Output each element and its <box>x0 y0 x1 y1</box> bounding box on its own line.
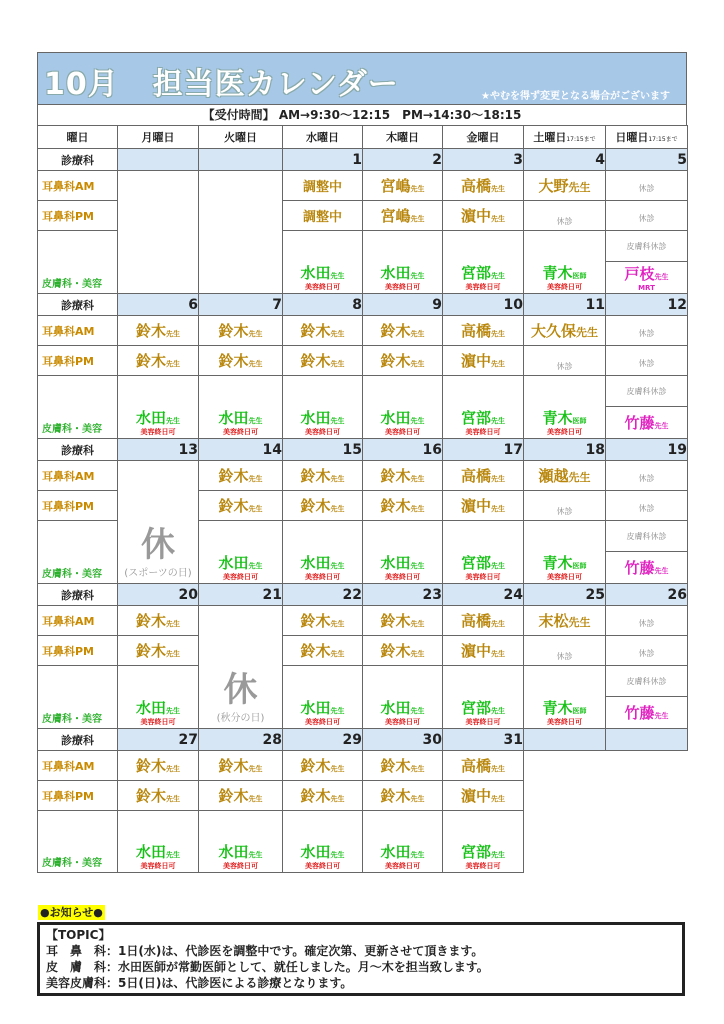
notice-label: ●お知らせ● <box>40 906 103 919</box>
weekday-mon: 月曜日 <box>118 126 199 149</box>
ent-pm-label: 耳鼻科PM <box>38 201 118 231</box>
weekday-wed: 水曜日 <box>283 126 363 149</box>
weekday-label: 曜日 <box>38 126 118 149</box>
topic-line-skin: 皮 膚 科：水田医師が常勤医師として、就任しました。月～木を担当致します。 <box>46 960 489 974</box>
date-cell: 3 <box>443 149 524 171</box>
schedule-cell: 休診 <box>606 171 688 201</box>
calendar-table: 曜日 月曜日 火曜日 水曜日 木曜日 金曜日 土曜日17:15まで 日曜日17:15まで 診療科 1 2 3 4 5 耳鼻科AM 調整中 宮嶋先生 高橋先生 大野先生 休診 耳鼻科PM 調整中 宮嶋先生 濵中先生 休診 休診 皮膚科・美容 水田先生 美容終日可 水田先生 美容終日可 宮部先生 美容終日可 青木医師 美容終日可 皮膚科休診 戸枝先生 MRT 診療科 6 7 8 9 10 11 12 耳鼻科AM 鈴木先生 鈴木先生 鈴木先生 鈴木先生 高橋先生 大久保先生 休診 耳鼻科PM 鈴木先生 鈴木先生 鈴木先生 鈴木先生 濵中先生 休診 休診 皮膚科・美容 水田先生 美容終日可 水田先生 美容終日可 水田先生 美容終日可 水田先生 美容終日可 宮部先生 美容終日可 青木医師 美容終日可 皮膚科休診 竹藤先生 診療科 13 14 15 16 17 18 19 耳鼻科AM 休 (スポーツの日) 鈴木先生 鈴木先生 鈴木先生 高橋先生 瀬越先生 休診 耳鼻科PM 鈴木先生 鈴木先生 鈴木先生 濵中先生 休診 休診 皮膚科・美容 水田先生 美容終日可 水田先生 美容終日可 水田先生 美容終日可 宮部先生 美容終日可 青木医師 美容終日可 皮膚科休診 竹藤先生 診療科 20 21 22 23 24 25 26 耳鼻科AM 鈴木先生 休 (秋分の日) 鈴木先生 鈴木先生 高橋先生 末松先生 休診 耳鼻科PM 鈴木先生 鈴木先生 鈴木先生 濵中先生 休診 休診 皮膚科・美容 水田先生 美容終日可 水田先生 美容終日可 水田先生 美容終日可 宮部先生 美容終日可 青木医師 美容終日可 皮膚科休診 竹藤先生 診療科 27 28 29 30 31 耳鼻科AM 鈴木先生 鈴木先生 鈴木先生 鈴木先生 高橋先生 耳鼻科PM 鈴木先生 鈴木先生 鈴木先生 鈴木先生 濵中先生 皮膚科・美容 水田先生 美容終日可 水田先生 美容終日可 水田先生 美容終日可 水田先生 美容終日可 宮部先生 美容終日可 <box>37 125 688 873</box>
weekday-sun: 日曜日17:15まで <box>606 126 688 149</box>
schedule-cell: 高橋先生 <box>443 171 524 201</box>
date-cell: 5 <box>606 149 688 171</box>
weekday-sat: 土曜日17:15まで <box>524 126 606 149</box>
title-bar <box>37 52 687 104</box>
reception-hours: 【受付時間】 AM→9:30～12:15 PM→14:30～18:15 <box>37 104 687 125</box>
calendar-page <box>37 52 687 873</box>
date-cell: 1 <box>283 149 363 171</box>
weekday-thu: 木曜日 <box>363 126 443 149</box>
ent-am-row <box>38 171 688 201</box>
date-row <box>38 149 688 171</box>
date-row: 診療科 6 7 8 9 10 11 12 <box>38 294 688 316</box>
schedule-cell: 調整中 <box>283 171 363 201</box>
weekday-tue: 火曜日 <box>199 126 283 149</box>
holiday-cell: 休 (秋分の日) <box>199 606 283 729</box>
date-cell: 4 <box>524 149 606 171</box>
dept-label: 診療科 <box>38 149 118 171</box>
schedule-cell: 大野先生 <box>524 171 606 201</box>
topic-line-beauty: 美容皮膚科：5日(日)は、代診医による診療となります。 <box>46 976 353 990</box>
topic-line-ent: 耳 鼻 科：1日(水)は、代診医を調整中です。確定次第、更新させて頂きます。 <box>46 944 484 958</box>
title-note: ★やむを得ず変更となる場合がございます <box>481 91 670 102</box>
topic-heading: 【TOPIC】 <box>46 928 111 942</box>
topic-box <box>37 922 685 996</box>
date-cell: 2 <box>363 149 443 171</box>
schedule-cell: 宮嶋先生 <box>363 171 443 201</box>
holiday-cell: 休 (スポーツの日) <box>118 461 199 584</box>
skin-label: 皮膚科・美容 <box>38 231 118 294</box>
ent-am-label: 耳鼻科AM <box>38 171 118 201</box>
page-title: 10月 担当医カレンダー <box>44 67 399 102</box>
skin-row: 皮膚科・美容 水田先生 美容終日可 水田先生 美容終日可 宮部先生 美容終日可 青木医師 美容終日可 皮膚科休診 戸枝先生 MRT <box>38 231 688 294</box>
ent-pm-row: 耳鼻科PM 調整中 宮嶋先生 濵中先生 休診 休診 <box>38 201 688 231</box>
weekday-fri: 金曜日 <box>443 126 524 149</box>
weekday-header <box>38 126 688 149</box>
